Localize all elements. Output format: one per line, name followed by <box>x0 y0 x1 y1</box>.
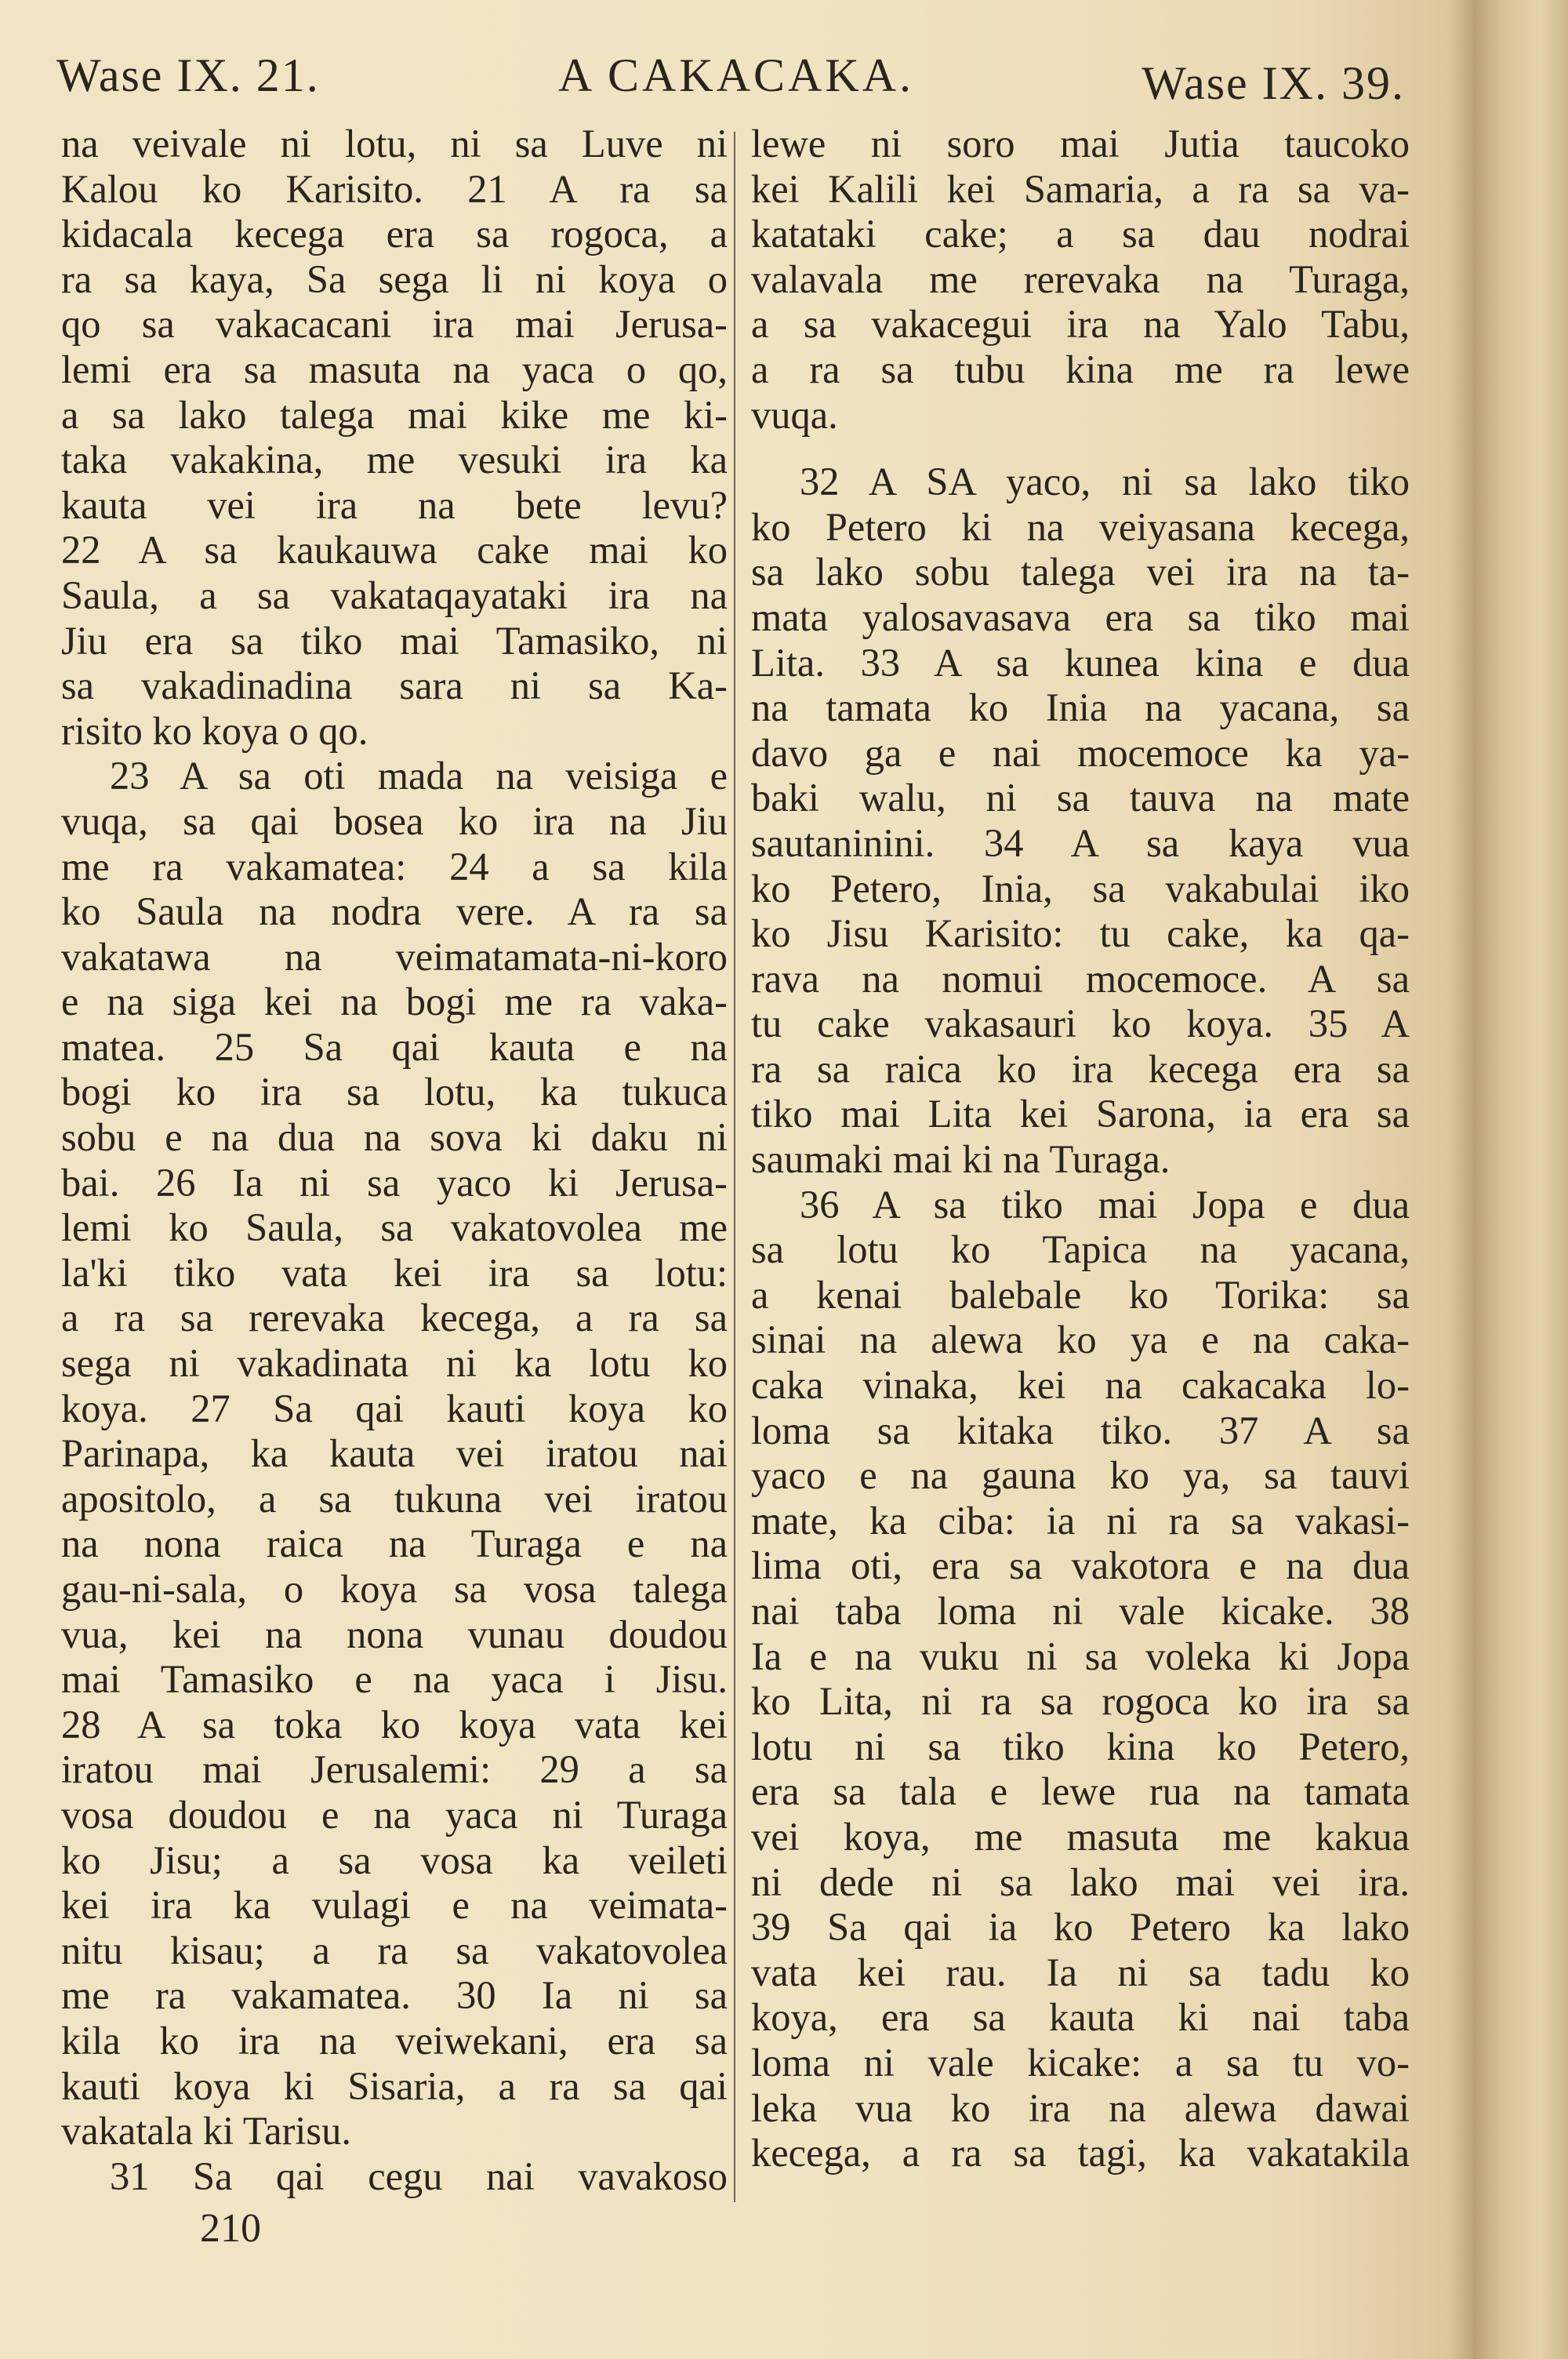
text-line: sobu e na dua na sova ki daku ni <box>61 1115 728 1160</box>
text-line: sinai na alewa ko ya e na caka- <box>751 1318 1410 1362</box>
text-line: koya. 27 Sa qai kauti koya ko <box>61 1386 728 1430</box>
text-line: ko Petero ki na veiyasana kecega, <box>751 504 1410 549</box>
text-line: risito ko koya o qo. <box>61 708 368 753</box>
text-line: vosa doudou e na yaca ni Turaga <box>61 1792 728 1837</box>
text-line: koya, era sa kauta ki nai taba <box>751 1995 1410 2040</box>
text-line: Jiu era sa tiko mai Tamasiko, ni <box>61 618 728 663</box>
text-line: a kenai balebale ko Torika: sa <box>751 1272 1410 1317</box>
text-line: a ra sa tubu kina me ra lewe <box>751 347 1410 391</box>
text-line: leka vua ko ira na alewa dawai <box>751 2085 1410 2130</box>
text-line: bogi ko ira sa lotu, ka tukuca <box>61 1070 728 1114</box>
text-line: kei ira ka vulagi e na veimata- <box>61 1883 728 1928</box>
text-line: 22 A sa kaukauwa cake mai ko <box>61 528 728 572</box>
text-line: lewe ni soro mai Jutia taucoko <box>751 122 1410 165</box>
text-line: lotu ni sa tiko kina ko Petero, <box>751 1724 1410 1768</box>
text-line: mate, ka ciba: ia ni ra sa vakasi- <box>751 1498 1410 1543</box>
text-line: ko Jisu; a sa vosa ka veileti <box>61 1837 728 1882</box>
text-line: saumaki mai ki na Turaga. <box>751 1137 1171 1182</box>
text-line: kauti koya ki Sisaria, a ra sa qai <box>61 2063 728 2108</box>
text-line: a ra sa rerevaka kecega, a ra sa <box>61 1296 728 1340</box>
text-line: e na siga kei na bogi me ra vaka- <box>61 980 728 1024</box>
text-line: na veivale ni lotu, ni sa Luve ni <box>61 122 728 165</box>
text-line: 32 A SA yaco, ni sa lako tiko <box>800 460 1410 504</box>
text-line: vua, kei na nona vunau doudou <box>61 1612 728 1656</box>
text-line: sega ni vakadinata ni ka lotu ko <box>61 1341 728 1386</box>
running-header <box>56 49 1405 119</box>
text-line: vuqa, sa qai bosea ko ira na Jiu <box>61 798 728 843</box>
text-line: katataki cake; a sa dau nodrai <box>751 212 1410 256</box>
text-line: a sa vakacegui ira na Yalo Tabu, <box>751 302 1410 347</box>
text-line: ko Saula na nodra vere. A ra sa <box>61 889 728 934</box>
text-line: sa lotu ko Tapica na yacana, <box>751 1227 1410 1272</box>
text-line: mata yalosavasava era sa tiko mai <box>751 594 1410 639</box>
text-line: lima oti, era sa vakotora e na dua <box>751 1543 1410 1588</box>
text-line: sa vakadinadina sara ni sa Ka- <box>61 663 728 708</box>
text-line: valavala me rerevaka na Turaga, <box>751 256 1410 301</box>
text-line: iratou mai Jerusalemi: 29 a sa <box>61 1747 728 1792</box>
text-line: 36 A sa tiko mai Jopa e dua <box>800 1182 1410 1227</box>
text-line: nai taba loma ni vale kicake. 38 <box>751 1589 1410 1633</box>
text-line: nitu kisau; a ra sa vakatovolea <box>61 1928 728 1972</box>
text-line: Ia e na vuku ni sa voleka ki Jopa <box>751 1634 1410 1678</box>
text-line: vuqa. <box>751 392 838 437</box>
text-line: ko Lita, ni ra sa rogoca ko ira sa <box>751 1679 1410 1724</box>
text-line: matea. 25 Sa qai kauta e na <box>61 1024 728 1069</box>
text-line: 23 A sa oti mada na veisiga e <box>110 754 728 798</box>
column-divider <box>734 132 735 2202</box>
text-line: Saula, a sa vakataqayataki ira na <box>61 572 728 617</box>
text-line: loma ni vale kicake: a sa tu vo- <box>751 2040 1410 2085</box>
text-line: ni dede ni sa lako mai vei ira. <box>751 1859 1410 1904</box>
text-line: kecega, a ra sa tagi, ka vakatakila <box>751 2131 1410 2175</box>
text-line: vei koya, me masuta me kakua <box>751 1814 1410 1859</box>
text-line: bai. 26 Ia ni sa yaco ki Jerusa- <box>61 1160 728 1205</box>
text-line: yaco e na gauna ko ya, sa tauvi <box>751 1453 1410 1498</box>
header-book-title: A CAKACAKA. <box>558 49 915 101</box>
text-line: qo sa vakacacani ira mai Jerusa- <box>61 302 728 347</box>
text-line: era sa tala e lewe rua na tamata <box>751 1769 1410 1814</box>
text-line: me ra vakamatea: 24 a sa kila <box>61 844 728 889</box>
text-line: lemi ko Saula, sa vakatovolea me <box>61 1205 728 1250</box>
text-line: vata kei rau. Ia ni sa tadu ko <box>751 1950 1410 1994</box>
text-line: sautaninini. 34 A sa kaya vua <box>751 820 1410 865</box>
header-left-reference: Wase IX. 21. <box>56 49 320 101</box>
text-line: lemi era sa masuta na yaca o qo, <box>61 347 728 391</box>
text-line: kei Kalili kei Samaria, a ra sa va- <box>751 166 1410 211</box>
text-line: ra sa kaya, Sa sega li ni koya o <box>61 256 728 301</box>
text-line: taka vakakina, me vesuki ira ka <box>61 438 728 482</box>
text-line: mai Tamasiko e na yaca i Jisu. <box>61 1657 728 1702</box>
page-gutter-shadow <box>1449 0 1474 2359</box>
text-line: Parinapa, ka kauta vei iratou nai <box>61 1431 728 1476</box>
text-line: tu cake vakasauri ko koya. 35 A <box>751 1001 1410 1046</box>
adjacent-page-edge <box>1474 0 1568 2359</box>
text-line: vakatawa na veimatamata-ni-koro <box>61 934 728 979</box>
text-line: Lita. 33 A sa kunea kina e dua <box>751 640 1410 685</box>
text-line: Kalou ko Karisito. 21 A ra sa <box>61 166 728 211</box>
text-line: ra sa raica ko ira kecega era sa <box>751 1046 1410 1091</box>
text-line: kila ko ira na veiwekani, era sa <box>61 2018 728 2063</box>
text-line: loma sa kitaka tiko. 37 A sa <box>751 1408 1410 1452</box>
text-line: ko Jisu Karisito: tu cake, ka qa- <box>751 911 1410 956</box>
left-text-column <box>61 122 728 2199</box>
text-line: caka vinaka, kei na cakacaka lo- <box>751 1363 1410 1408</box>
text-line: tiko mai Lita kei Sarona, ia era sa <box>751 1092 1410 1136</box>
text-line: 31 Sa qai cegu nai vavakoso <box>110 2154 728 2198</box>
text-line: a sa lako talega mai kike me ki- <box>61 392 728 437</box>
text-line: na nona raica na Turaga e na <box>61 1521 728 1566</box>
text-line: baki walu, ni sa tauva na mate <box>751 776 1410 820</box>
text-line: na tamata ko Inia na yacana, sa <box>751 685 1410 730</box>
text-line: me ra vakamatea. 30 Ia ni sa <box>61 1973 728 2018</box>
text-line: apositolo, a sa tukuna vei iratou <box>61 1476 728 1521</box>
text-line: vakatala ki Tarisu. <box>61 2109 351 2154</box>
text-line: gau-ni-sala, o koya sa vosa talega <box>61 1567 728 1611</box>
page-number: 210 <box>200 2206 261 2251</box>
text-line: davo ga e nai mocemoce ka ya- <box>751 730 1410 775</box>
text-line: kidacala kecega era sa rogoca, a <box>61 212 728 256</box>
text-line: 28 A sa toka ko koya vata kei <box>61 1702 728 1747</box>
text-line: kauta vei ira na bete levu? <box>61 482 728 527</box>
text-line: ko Petero, Inia, sa vakabulai iko <box>751 866 1410 911</box>
header-right-reference: Wase IX. 39. <box>1142 57 1405 109</box>
text-line: la'ki tiko vata kei ira sa lotu: <box>61 1250 728 1295</box>
text-line: rava na nomui mocemoce. A sa <box>751 956 1410 1001</box>
right-text-column <box>751 122 1410 2176</box>
text-line: 39 Sa qai ia ko Petero ka lako <box>751 1905 1410 1950</box>
text-line: sa lako sobu talega vei ira na ta- <box>751 550 1410 594</box>
